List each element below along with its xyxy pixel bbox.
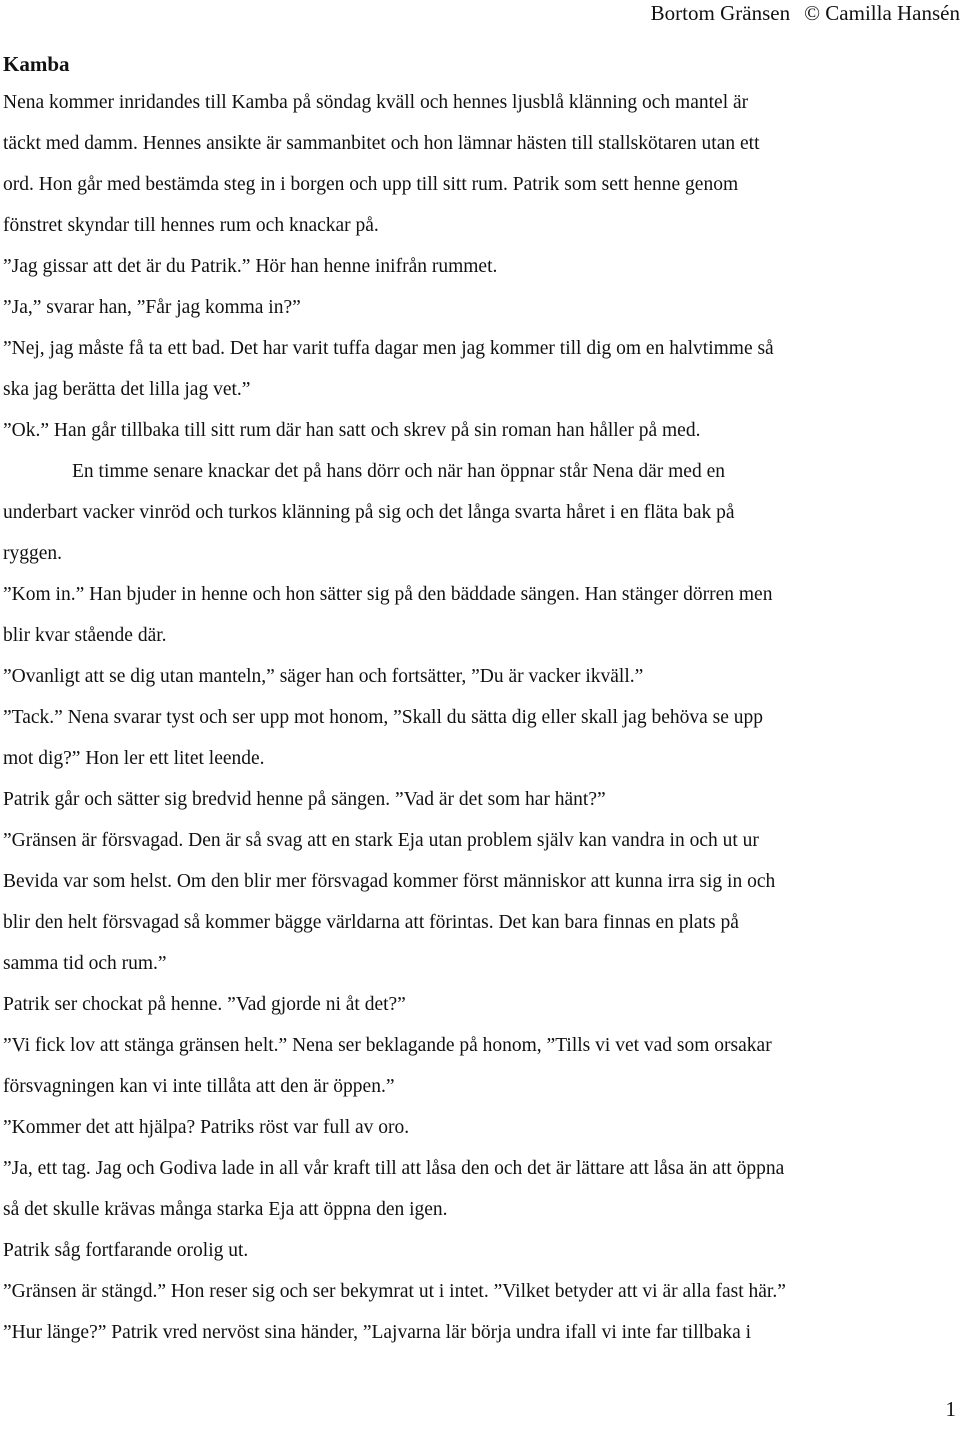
- book-title: Bortom Gränsen: [650, 1, 791, 25]
- text-line: ”Gränsen är stängd.” Hon reser sig och ser bekymrat ut i intet. ”Vilket betyder att vi är alla fast här.”: [3, 1281, 786, 1302]
- text-line: ”Kom in.” Han bjuder in henne och hon sätter sig på den bäddade sängen. Han stänger dörren men: [3, 584, 773, 605]
- text-line: ska jag berätta det lilla jag vet.”: [3, 379, 251, 400]
- text-line: ”Ok.” Han går tillbaka till sitt rum där han satt och skrev på sin roman han håller på med.: [3, 420, 701, 441]
- text-line: ”Hur länge?” Patrik vred nervöst sina händer, ”Lajvarna lär börja undra ifall vi inte far tillbaka i: [3, 1322, 752, 1343]
- text-line: ”Ovanligt att se dig utan manteln,” säger han och fortsätter, ”Du är vacker ikväll.”: [3, 666, 644, 687]
- text-line: ”Ja, ett tag. Jag och Godiva lade in all vår kraft till att låsa den och det är lättare att låsa än att öppna: [3, 1158, 785, 1179]
- text-line: ”Kommer det att hjälpa? Patriks röst var full av oro.: [3, 1117, 410, 1138]
- text-line: ”Gränsen är försvagad. Den är så svag att en stark Eja utan problem själv kan vandra in och ut ur: [3, 830, 759, 851]
- text-line: täckt med damm. Hennes ansikte är sammanbitet och hon lämnar hästen till stallskötaren utan ett: [3, 133, 760, 154]
- text-line: ”Vi fick lov att stänga gränsen helt.” Nena ser beklagande på honom, ”Tills vi vet vad som orsakar: [3, 1035, 772, 1056]
- text-line: försvagningen kan vi inte tillåta att den är öppen.”: [3, 1076, 395, 1097]
- text-line: Patrik såg fortfarande orolig ut.: [3, 1240, 249, 1261]
- text-line: ”Tack.” Nena svarar tyst och ser upp mot honom, ”Skall du sätta dig eller skall jag behöva se upp: [3, 707, 764, 728]
- chapter-title: Kamba: [3, 52, 70, 76]
- text-line: blir kvar stående där.: [3, 625, 167, 646]
- running-header: [651, 0, 960, 26]
- body-text: [3, 82, 955, 1353]
- text-line: mot dig?” Hon ler ett litet leende.: [3, 748, 265, 769]
- text-line: samma tid och rum.”: [3, 953, 167, 974]
- text-line: blir den helt försvagad så kommer bägge världarna att förintas. Det kan bara finnas en plats på: [3, 912, 739, 933]
- text-line: ”Ja,” svarar han, ”Får jag komma in?”: [3, 297, 301, 318]
- text-line: underbart vacker vinröd och turkos klänning på sig och det långa svarta håret i en fläta bak på: [3, 502, 735, 523]
- text-line: ord. Hon går med bestämda steg in i borgen och upp till sitt rum. Patrik som sett henne genom: [3, 174, 739, 195]
- text-line: Nena kommer inridandes till Kamba på söndag kväll och hennes ljusblå klänning och mantel är: [3, 92, 749, 113]
- text-line: Patrik ser chockat på henne. ”Vad gjorde ni åt det?”: [3, 994, 406, 1015]
- text-line: så det skulle krävas många starka Eja att öppna den igen.: [3, 1199, 448, 1220]
- copyright-author: © Camilla Hansén: [804, 1, 960, 25]
- text-line: En timme senare knackar det på hans dörr och när han öppnar står Nena där med en: [72, 461, 725, 482]
- text-line: fönstret skyndar till hennes rum och knackar på.: [3, 215, 379, 236]
- text-line: ”Jag gissar att det är du Patrik.” Hör han henne inifrån rummet.: [3, 256, 498, 277]
- text-line: ryggen.: [3, 543, 63, 564]
- text-line: Bevida var som helst. Om den blir mer försvagad kommer först människor att kunna irra sig in och: [3, 871, 776, 892]
- page-number: 1: [945, 1397, 956, 1421]
- text-line: ”Nej, jag måste få ta ett bad. Det har varit tuffa dagar men jag kommer till dig om en halvtimme så: [3, 338, 774, 359]
- text-line: Patrik går och sätter sig bredvid henne på sängen. ”Vad är det som har hänt?”: [3, 789, 606, 810]
